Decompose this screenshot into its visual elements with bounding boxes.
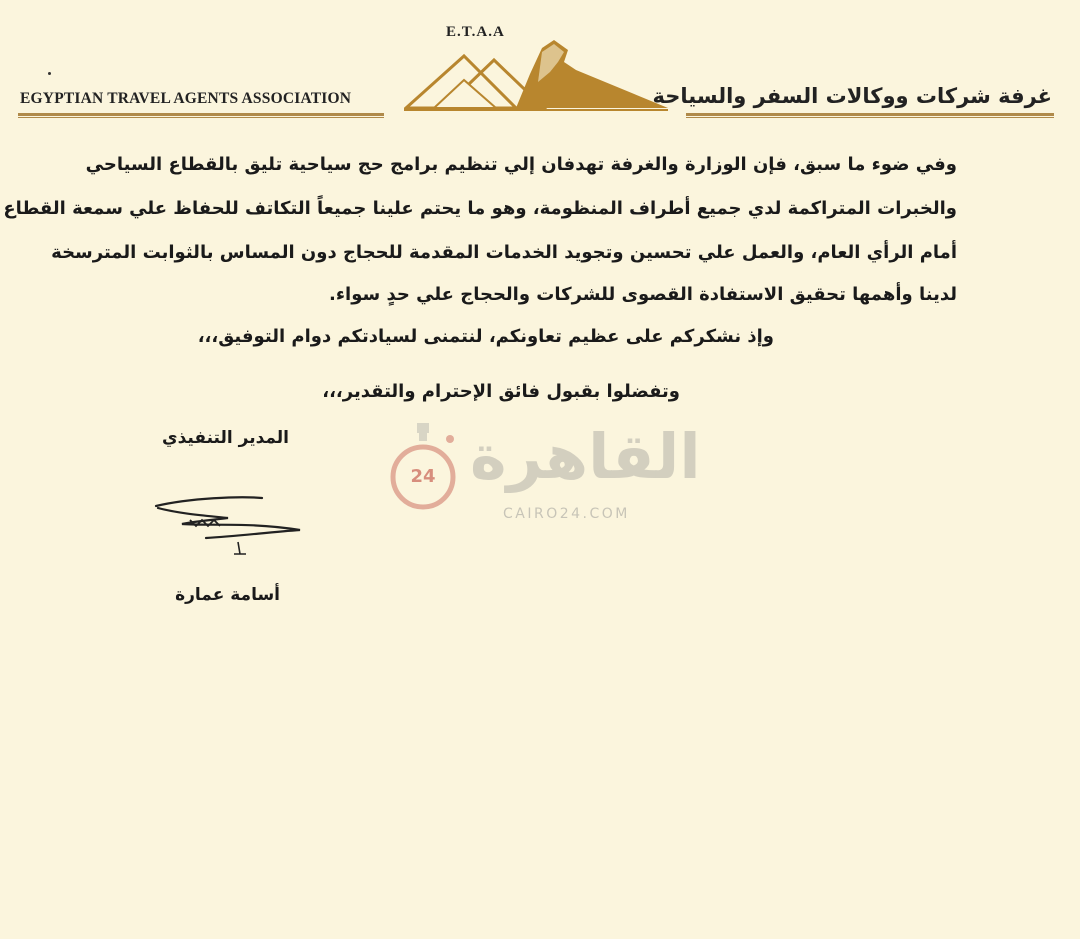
watermark-english: CAIRO24.COM <box>503 506 630 522</box>
handwritten-signature <box>150 492 312 558</box>
header-rule-left <box>18 113 384 116</box>
signatory-name: أسامة عمارة <box>175 585 280 605</box>
association-english-name: EGYPTIAN TRAVEL AGENTS ASSOCIATION <box>20 90 352 107</box>
closing-regards: وتفضلوا بقبول فائق الإحترام والتقدير،،، <box>322 381 680 402</box>
closing-thanks: وإذ نشكركم على عظيم تعاونكم، لنتمنى لسيادتكم دوام التوفيق،،، <box>197 326 774 347</box>
etaa-pyramids-logo <box>404 22 670 118</box>
logo-acronym: E.T.A.A <box>446 24 505 40</box>
body-line-2: والخبرات المتراكمة لدي جميع أطراف المنظومة، وهو ما يحتم علينا جميعاً التكاتف للحفاظ علي سمعة القطاع <box>3 198 957 219</box>
letterhead <box>0 0 1080 125</box>
signatory-title: المدير التنفيذي <box>162 428 289 448</box>
body-line-4: لدينا وأهمها تحقيق الاستفادة القصوى للشركات والحجاج علي حدٍ سواء. <box>329 284 957 305</box>
header-rule-right <box>686 113 1054 116</box>
header-rule-right-thin <box>686 117 1054 118</box>
scan-speck <box>48 72 51 75</box>
body-line-3: أمام الرأي العام، والعمل علي تحسين وتجويد الخدمات المقدمة للحجاج دون المساس بالثوابت المترسخة <box>51 242 957 263</box>
watermark-arabic: القاهرة <box>470 420 701 493</box>
header-rule-left-thin <box>18 117 384 118</box>
association-arabic-name: غرفة شركات ووكالات السفر والسياحة <box>652 84 1052 108</box>
body-line-1: وفي ضوء ما سبق، فإن الوزارة والغرفة تهدفان إلي تنظيم برامج حج سياحية تليق بالقطاع السياحي <box>85 154 957 175</box>
watermark-number: 24 <box>410 466 436 487</box>
